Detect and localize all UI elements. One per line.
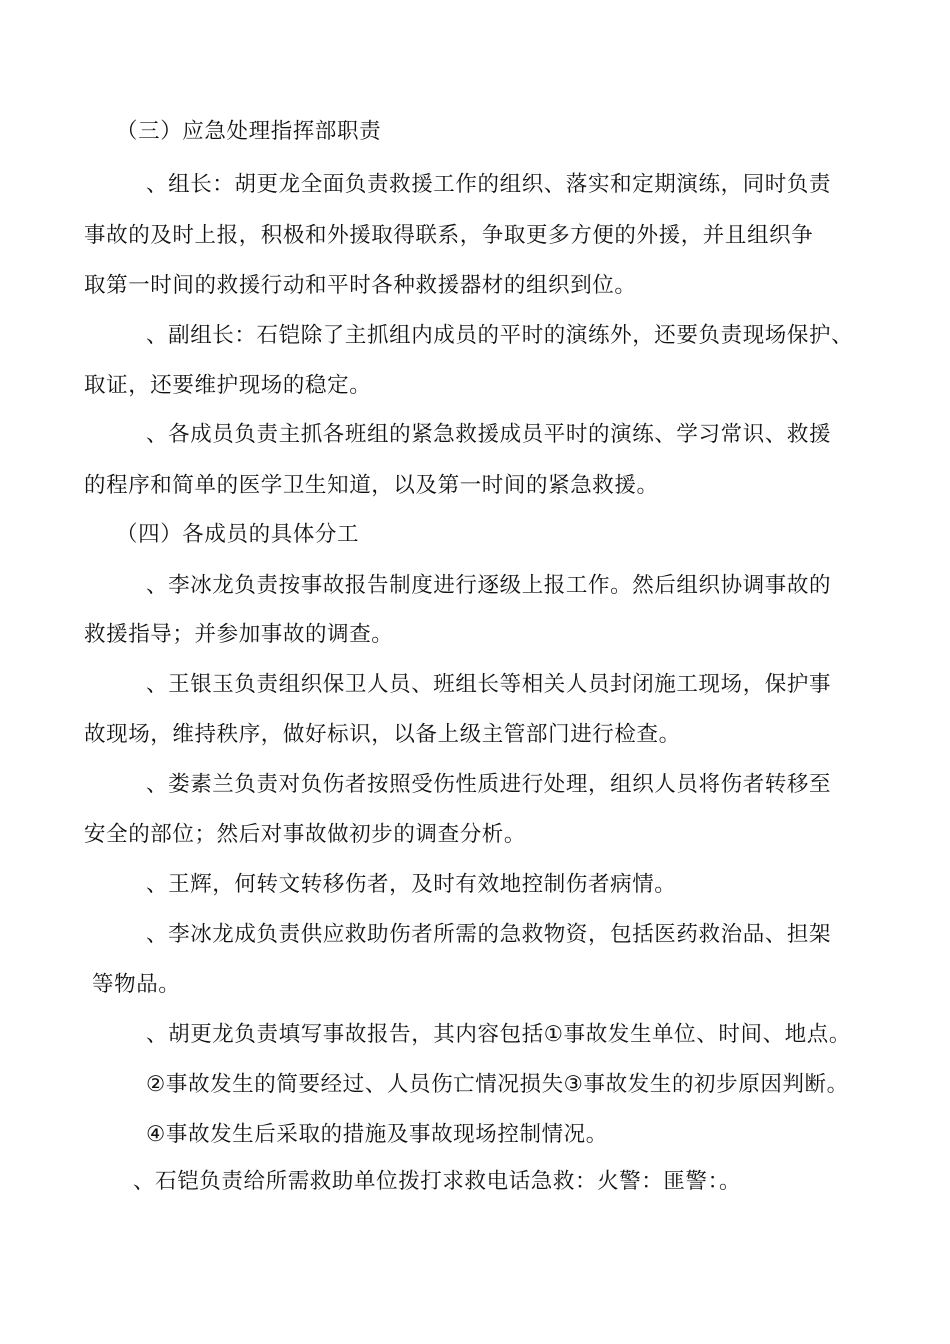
paragraph-line: 的程序和简单的医学卫生知道，以及第一时间的紧急救援。 [84,473,659,498]
paragraph-line: 、组长：胡更龙全面负责救援工作的组织、落实和定期演练，同时负责 [146,172,832,197]
paragraph-line: 救援指导；并参加事故的调查。 [84,622,394,647]
paragraph-line: 取第一时间的救援行动和平时各种救援器材的组织到位。 [84,273,637,298]
paragraph-line: 、各成员负责主抓各班组的紧急救援成员平时的演练、学习常识、救援 [146,422,832,447]
paragraph-line: 、胡更龙负责填写事故报告，其内容包括①事故发生单位、时间、地点。 [146,1022,851,1047]
paragraph-line: 、石铠负责给所需救助单位拨打求救电话急救：火警：匪警：。 [133,1169,742,1194]
paragraph-line: ④事故发生后采取的措施及事故现场控制情况。 [146,1122,608,1147]
paragraph-line: 、副组长：石铠除了主抓组内成员的平时的演练外，还要负责现场保护、 [146,323,854,348]
paragraph-line: 等物品。 [92,972,181,997]
paragraph-line: 取证，还要维护现场的稳定。 [84,373,372,398]
paragraph-line: 故现场，维持秩序，做好标识，以备上级主管部门进行检查。 [84,722,681,747]
section-heading-3: （三）应急处理指挥部职责 [116,119,382,144]
paragraph-line: ②事故发生的简要经过、人员伤亡情况损失③事故发生的初步原因判断。 [146,1072,849,1097]
paragraph-line: 事故的及时上报，积极和外援取得联系，争取更多方便的外援，并且组织争 [84,223,814,248]
paragraph-line: 、娄素兰负责对负伤者按照受伤性质进行处理，组织人员将伤者转移至 [146,772,832,797]
paragraph-line: 、王银玉负责组织保卫人员、班组长等相关人员封闭施工现场，保护事 [146,672,832,697]
section-heading-4: （四）各成员的具体分工 [116,522,360,547]
paragraph-line: 、李冰龙成负责供应救助伤者所需的急救物资，包括医药救治品、担架 [146,922,832,947]
paragraph-line: 、李冰龙负责按事故报告制度进行逐级上报工作。然后组织协调事故的 [146,573,832,598]
paragraph-line: 安全的部位；然后对事故做初步的调查分析。 [84,822,527,847]
paragraph-line: 、王辉，何转文转移伤者，及时有效地控制伤者病情。 [146,872,677,897]
